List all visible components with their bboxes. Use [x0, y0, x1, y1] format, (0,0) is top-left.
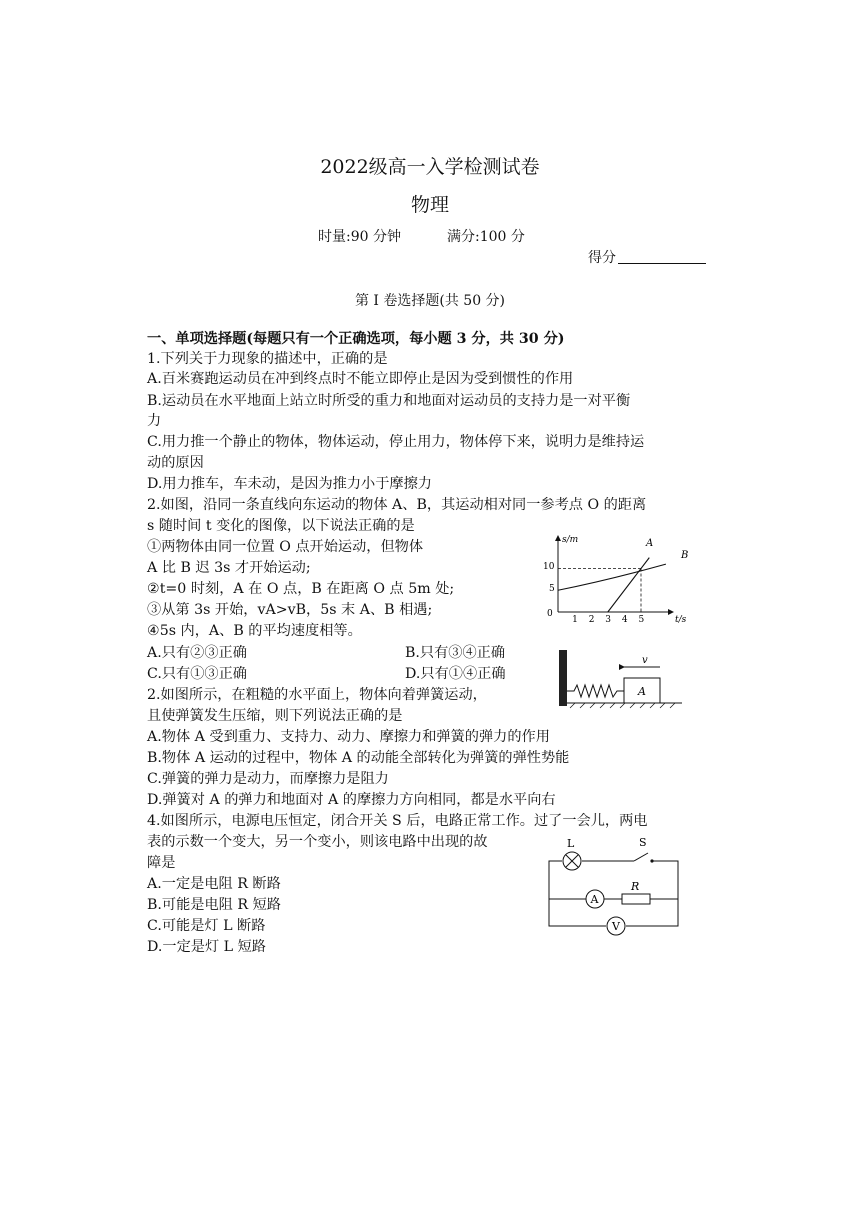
graph-origin: 0 — [547, 609, 553, 619]
score-field — [588, 247, 706, 267]
time-limit: 时量:90 分钟 — [318, 229, 401, 245]
q3-stem: 2.如图所示，在粗糙的水平面上，物体向着弹簧运动， — [147, 687, 487, 703]
graph-xtick-5: 5 — [638, 615, 645, 625]
ammeter-label: A — [590, 893, 599, 906]
q2-statement-2: ②t=0 时刻，A 在 O 点，B 在距离 O 点 5m 处; — [147, 581, 455, 597]
exam-subject: 物理 — [410, 194, 449, 216]
q1-option-c: C.用力推一个静止的物体，物体运动，停止用力，物体停下来，说明力是维持运 — [147, 434, 645, 450]
lamp-label: L — [567, 837, 575, 850]
spring-diagram — [556, 648, 686, 712]
exam-meta — [318, 226, 525, 246]
q2-stem-cont: s 随时间 t 变化的图像，以下说法正确的是 — [147, 518, 415, 534]
q3-option-a: A.物体 A 受到重力、支持力、动力、摩擦力和弹簧的弹力的作用 — [147, 729, 550, 745]
circuit-diagram — [540, 833, 688, 937]
q1-option-a: A.百米赛跑运动员在冲到终点时不能立即停止是因为受到惯性的作用 — [147, 371, 574, 387]
q2-stem: 2.如图，沿同一条直线向东运动的物体 A、B，其运动相对同一参考点 O 的距离 — [147, 497, 647, 513]
q2-option-d: D.只有①④正确 — [405, 666, 506, 682]
q3-stem-cont: 且使弹簧发生压缩，则下列说法正确的是 — [147, 708, 403, 724]
block-a-label: A — [638, 685, 646, 698]
q4-stem-cont2: 障是 — [147, 855, 176, 871]
score-blank[interactable] — [618, 249, 706, 264]
q3-option-b: B.物体 A 运动的过程中，物体 A 的动能全部转化为弹簧的弹性势能 — [147, 750, 570, 766]
q4-stem-cont: 表的示数一个变大，另一个变小，则该电路中出现的故 — [147, 834, 488, 850]
q2-option-b: B.只有③④正确 — [405, 645, 506, 661]
q2-option-c: C.只有①③正确 — [147, 666, 247, 682]
q1-stem: 1.下列关于力现象的描述中，正确的是 — [147, 351, 388, 367]
graph-y-label: s/m — [562, 535, 579, 545]
exam-title: 2022级高一入学检测试卷 — [320, 156, 540, 178]
graph-series-a — [608, 558, 650, 612]
q1-option-d: D.用力推车，车未动，是因为推力小于摩擦力 — [147, 476, 432, 492]
q2-statement-4: ④5s 内，A、B 的平均速度相等。 — [147, 623, 362, 639]
graph-xtick-3: 3 — [605, 615, 612, 625]
q4-option-d: D.一定是灯 L 短路 — [147, 939, 266, 955]
wall — [559, 650, 567, 706]
graph-xtick-1: 1 — [572, 615, 578, 625]
graph-x-label: t/s — [675, 615, 687, 625]
graph-xtick-4: 4 — [621, 615, 628, 625]
q4-option-a: A.一定是电阻 R 断路 — [147, 876, 281, 892]
q1-option-c-cont: 动的原因 — [147, 455, 204, 471]
resistor-label: R — [631, 880, 640, 893]
full-score: 满分:100 分 — [446, 229, 525, 245]
ground-hatching — [570, 703, 675, 708]
q4-option-b: B.可能是电阻 R 短路 — [147, 897, 281, 913]
q3-option-d: D.弹簧对 A 的弹力和地面对 A 的摩擦力方向相同，都是水平向右 — [147, 792, 556, 808]
graph-xtick-2: 2 — [588, 615, 595, 625]
switch-contact — [650, 859, 653, 862]
q4-stem: 4.如图所示，电源电压恒定，闭合开关 S 后，电路正常工作。过了一会儿，两电 — [147, 813, 648, 829]
graph-series-b — [558, 564, 666, 590]
q1-option-b-cont: 力 — [147, 413, 162, 429]
q1-option-b: B.运动员在水平地面上站立时所受的重力和地面对运动员的支持力是一对平衡 — [147, 393, 631, 409]
voltmeter-label: V — [612, 920, 620, 933]
q2-option-a: A.只有②③正确 — [147, 645, 247, 661]
part-title: 第 I 卷选择题(共 50 分) — [354, 293, 506, 309]
q4-option-c: C.可能是灯 L 断路 — [147, 918, 266, 934]
q3-option-c: C.弹簧的弹力是动力，而摩擦力是阻力 — [147, 771, 389, 787]
q2-statement-3: ③从第 3s 开始，vA>vB，5s 末 A、B 相遇; — [147, 602, 433, 618]
switch-label: S — [639, 836, 647, 849]
section-title: 一、单项选择题(每题只有一个正确选项，每小题 3 分，共 30 分) — [147, 331, 565, 347]
lamp-icon — [563, 852, 581, 870]
velocity-label: v — [642, 655, 648, 666]
graph-label-a: A — [646, 538, 654, 549]
graph-ytick-10: 10 — [543, 562, 555, 572]
score-label: 得分 — [588, 250, 616, 266]
spring-coil — [567, 685, 624, 697]
resistor — [622, 894, 650, 904]
graph-ytick-5: 5 — [549, 584, 555, 594]
q2-statement-1: ①两物体由同一位置 O 点开始运动，但物体 — [147, 539, 424, 555]
st-graph — [538, 530, 708, 630]
q2-statement-1-cont: A 比 B 迟 3s 才开始运动; — [147, 560, 311, 576]
switch-blade — [634, 853, 648, 861]
graph-label-b: B — [681, 550, 689, 561]
